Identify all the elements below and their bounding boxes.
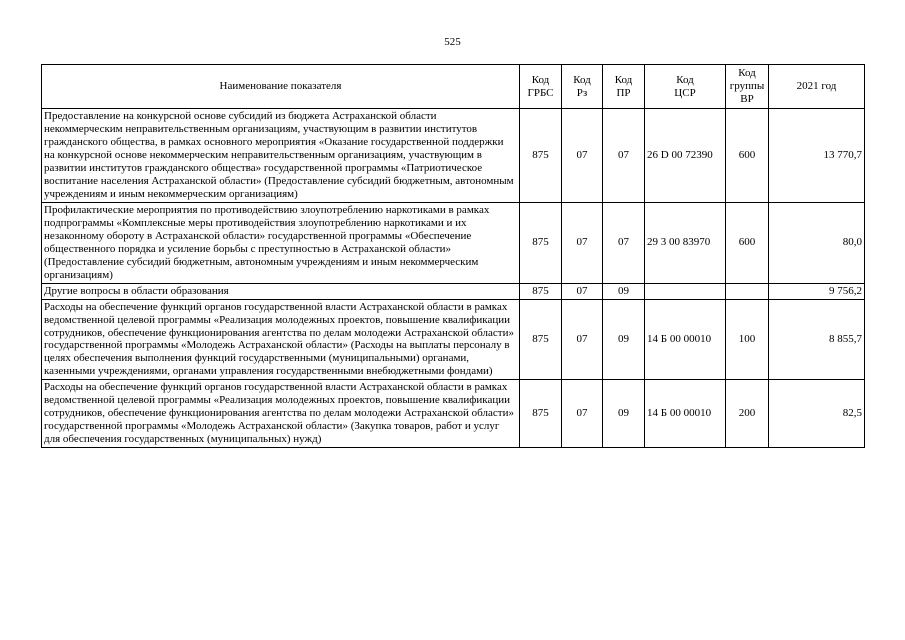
cell-rz: 07 (562, 109, 603, 203)
cell-csr: 26 D 00 72390 (645, 109, 726, 203)
cell-amount: 9 756,2 (769, 283, 865, 299)
cell-vr (726, 283, 769, 299)
cell-amount: 13 770,7 (769, 109, 865, 203)
table-row (42, 380, 865, 448)
cell-csr: 14 Б 00 00010 (645, 380, 726, 448)
cell-amount: 8 855,7 (769, 299, 865, 380)
cell-name: Предоставление на конкурсной основе субсидий из бюджета Астраханской области некоммерческим неправительственным организациям, участвующим в развитии институтов гражданского общества, в рамках основного мероприятия «Оказание государственной поддержки на конкурсной основе некоммерческим неправительственным организациям, участвующим в развитии институтов гражданского общества» государственной программы «Патриотическое воспитание населения Астраханской области» (Предоставление субсидий бюджетным, автономным учреждениям и иным некоммерческим организациям) (42, 109, 520, 203)
budget-table (41, 64, 865, 448)
header-csr: Код ЦСР (645, 65, 726, 109)
cell-name: Расходы на обеспечение функций органов государственной власти Астраханской области в рамках ведомственной целевой программы «Реализация молодежных проектов, повышение квалификации сотрудников, обеспечение функционирования агентства по делам молодежи Астраханской области» государственной программы «Молодежь Астраханской области» (Расходы на выплаты персоналу в целях обеспечения выполнения функций государственными (муниципальными) органами, казенными учреждениями, органами управления государственными внебюджетными фондами) (42, 299, 520, 380)
header-name: Наименование показателя (42, 65, 520, 109)
cell-pr: 07 (603, 109, 645, 203)
cell-grbs: 875 (520, 299, 562, 380)
cell-amount: 80,0 (769, 202, 865, 283)
cell-vr: 600 (726, 202, 769, 283)
cell-pr: 09 (603, 380, 645, 448)
cell-amount: 82,5 (769, 380, 865, 448)
header-grbs: Код ГРБС (520, 65, 562, 109)
cell-csr (645, 283, 726, 299)
table-row (42, 109, 865, 203)
table-row (42, 202, 865, 283)
header-year: 2021 год (769, 65, 865, 109)
cell-pr: 07 (603, 202, 645, 283)
cell-vr: 600 (726, 109, 769, 203)
cell-grbs: 875 (520, 202, 562, 283)
cell-grbs: 875 (520, 380, 562, 448)
cell-grbs: 875 (520, 283, 562, 299)
cell-vr: 100 (726, 299, 769, 380)
cell-csr: 29 3 00 83970 (645, 202, 726, 283)
page-number: 525 (444, 36, 461, 48)
header-rz: Код Рз (562, 65, 603, 109)
table-row (42, 283, 865, 299)
cell-grbs: 875 (520, 109, 562, 203)
header-vr: Код группы ВР (726, 65, 769, 109)
cell-csr: 14 Б 00 00010 (645, 299, 726, 380)
cell-vr: 200 (726, 380, 769, 448)
cell-rz: 07 (562, 299, 603, 380)
cell-rz: 07 (562, 202, 603, 283)
header-pr: Код ПР (603, 65, 645, 109)
cell-name: Профилактические мероприятия по противодействию злоупотреблению наркотиками в рамках подпрограммы «Комплексные меры противодействия злоупотреблению наркотиками и их незаконному обороту в Астраханской области» государственной программы «Обеспечение общественного порядка и усиление борьбы с преступностью в Астраханской области» (Предоставление субсидий бюджетным, автономным учреждениям и иным некоммерческим организациям) (42, 202, 520, 283)
cell-rz: 07 (562, 380, 603, 448)
header-row (42, 65, 865, 109)
cell-pr: 09 (603, 299, 645, 380)
cell-rz: 07 (562, 283, 603, 299)
cell-pr: 09 (603, 283, 645, 299)
table-row (42, 299, 865, 380)
cell-name: Другие вопросы в области образования (42, 283, 520, 299)
cell-name: Расходы на обеспечение функций органов государственной власти Астраханской области в рамках ведомственной целевой программы «Реализация молодежных проектов, повышение квалификации сотрудников, обеспечение функционирования агентства по делам молодежи Астраханской области» государственной программы «Молодежь Астраханской области» (Закупка товаров, работ и услуг для обеспечения государственных (муниципальных) нужд) (42, 380, 520, 448)
